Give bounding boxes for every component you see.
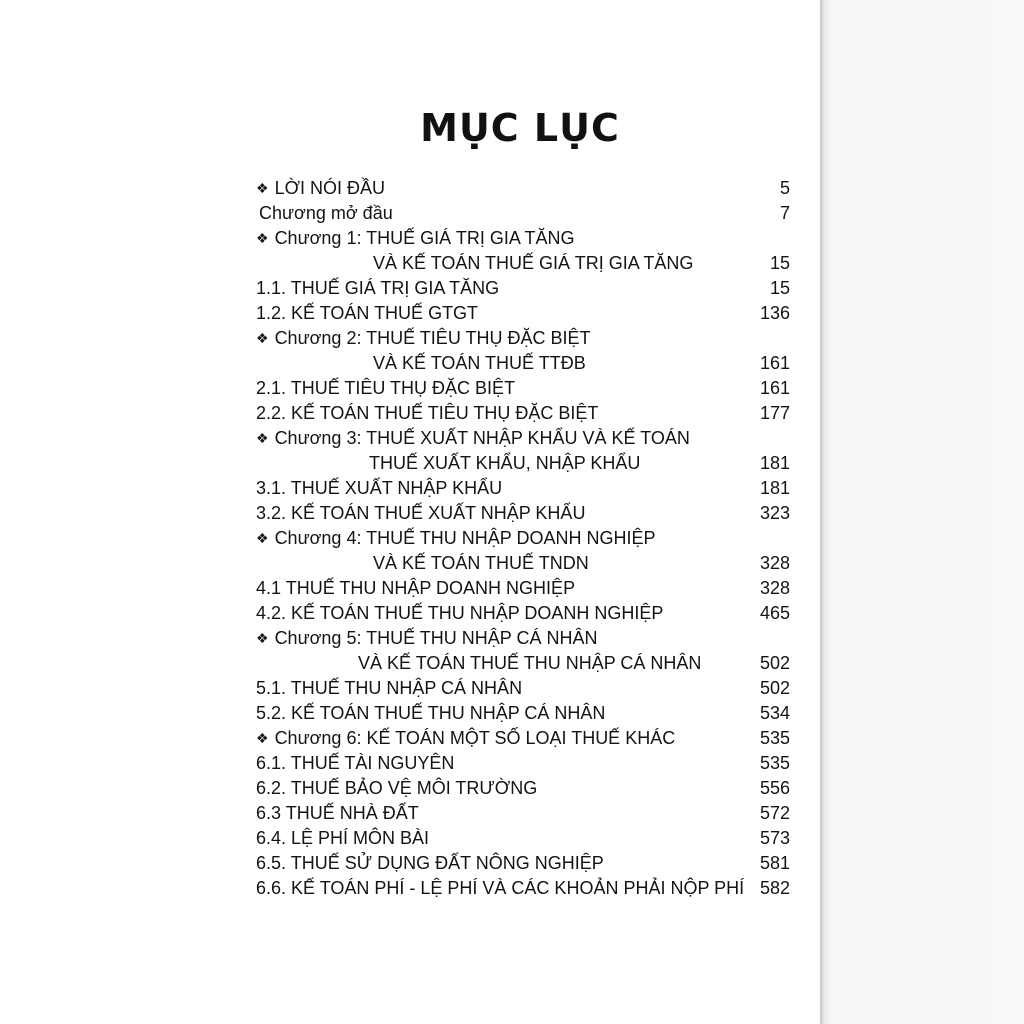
toc-entry-title-wrap	[373, 351, 586, 376]
toc-entry-title: 3.1. THUẾ XUẤT NHẬP KHẨU	[256, 478, 503, 498]
toc-entry-title-wrap	[256, 851, 604, 876]
toc-entry-title-wrap	[256, 276, 499, 301]
toc-entry-title: Chương 1: THUẾ GIÁ TRỊ GIA TĂNG	[274, 228, 575, 248]
toc-entry-title: 4.2. KẾ TOÁN THUẾ THU NHẬP DOANH NGHIỆP	[256, 603, 664, 623]
toc-entry-title: 6.3 THUẾ NHÀ ĐẤT	[256, 803, 419, 823]
toc-entry-title-wrap	[373, 551, 589, 576]
toc-entry-title: 1.2. KẾ TOÁN THUẾ GTGT	[256, 303, 479, 323]
toc-entry	[256, 501, 790, 526]
toc-entry-title-wrap	[256, 626, 598, 651]
toc-entry	[256, 876, 790, 901]
toc-entry-title-wrap	[256, 176, 385, 201]
toc-entry	[256, 576, 790, 601]
toc-entry	[256, 751, 790, 776]
toc-entry-title-wrap	[256, 876, 744, 901]
toc-entry-page-number: 161	[759, 378, 790, 398]
toc-entry-page-number: 328	[759, 553, 790, 573]
toc-entry-page-number: 5	[779, 178, 790, 198]
page-edge	[822, 0, 1024, 1024]
toc-entry-page-number: 535	[759, 753, 790, 773]
toc-entry-title-wrap	[256, 726, 675, 751]
toc-entry-title: 6.1. THUẾ TÀI NGUYÊN	[256, 753, 455, 773]
toc-entry	[256, 676, 790, 701]
toc-entry	[256, 351, 790, 376]
toc-entry	[256, 476, 790, 501]
toc-entry-title-wrap	[256, 376, 515, 401]
toc-entry-page-number: 572	[759, 803, 790, 823]
toc-entry	[256, 326, 790, 351]
toc-entry	[256, 401, 790, 426]
toc-entry-title: Chương 6: KẾ TOÁN MỘT SỐ LOẠI THUẾ KHÁC	[274, 728, 676, 748]
toc-entry-title-wrap	[256, 751, 454, 776]
toc-entry	[256, 176, 790, 201]
toc-entry-title-wrap	[358, 651, 701, 676]
toc-entry-title-wrap	[369, 451, 640, 476]
toc-entry-title-wrap	[256, 576, 575, 601]
toc-entry-page-number: 581	[759, 853, 790, 873]
page-title: MỤC LỤC	[420, 106, 620, 151]
toc-entry-title: 4.1 THUẾ THU NHẬP DOANH NGHIỆP	[256, 578, 576, 598]
toc-entry	[256, 526, 790, 551]
diamond-bullet-icon: ❖	[256, 330, 269, 346]
toc-entry-title: 6.2. THUẾ BẢO VỆ MÔI TRƯỜNG	[256, 778, 538, 798]
toc-entry-title: 5.1. THUẾ THU NHẬP CÁ NHÂN	[256, 678, 523, 698]
toc-entry-page-number: 181	[759, 478, 790, 498]
toc-entry-title-wrap	[256, 601, 663, 626]
toc-entry	[256, 201, 790, 226]
diamond-bullet-icon: ❖	[256, 730, 269, 746]
toc-entry	[256, 651, 790, 676]
toc-entry-title: VÀ KẾ TOÁN THUẾ TNDN	[373, 553, 589, 573]
toc-entry	[256, 776, 790, 801]
toc-entry-page-number: 502	[759, 653, 790, 673]
toc-entry	[256, 601, 790, 626]
toc-entry	[256, 626, 790, 651]
toc-entry-title-wrap	[256, 776, 537, 801]
toc-entry-title: THUẾ XUẤT KHẨU, NHẬP KHẨU	[369, 453, 641, 473]
toc-entry-page-number: 465	[759, 603, 790, 623]
diamond-bullet-icon: ❖	[256, 180, 269, 196]
toc-entry-title: 2.1. THUẾ TIÊU THỤ ĐẶC BIỆT	[256, 378, 516, 398]
toc-entry-page-number: 573	[759, 828, 790, 848]
toc-entry	[256, 226, 790, 251]
toc-entry-page-number: 534	[759, 703, 790, 723]
toc-entry-title: 6.5. THUẾ SỬ DỤNG ĐẤT NÔNG NGHIỆP	[256, 853, 604, 873]
toc-entry-title-wrap	[256, 401, 598, 426]
toc-entry-page-number: 502	[759, 678, 790, 698]
toc-entry	[256, 851, 790, 876]
toc-entry-title-wrap	[256, 526, 656, 551]
toc-entry-page-number: 136	[759, 303, 790, 323]
toc-entry-title: 2.2. KẾ TOÁN THUẾ TIÊU THỤ ĐẶC BIỆT	[256, 403, 599, 423]
toc-entry	[256, 701, 790, 726]
toc-entry-page-number: 328	[759, 578, 790, 598]
toc-entry-title-wrap	[256, 326, 591, 351]
toc-entry	[256, 551, 790, 576]
toc-entry-title-wrap	[259, 201, 393, 226]
toc-entry-page-number: 161	[759, 353, 790, 373]
diamond-bullet-icon: ❖	[256, 530, 269, 546]
diamond-bullet-icon: ❖	[256, 430, 269, 446]
toc-entry	[256, 376, 790, 401]
toc-entry-title: VÀ KẾ TOÁN THUẾ TTĐB	[373, 353, 586, 373]
toc-entry-page-number: 556	[759, 778, 790, 798]
toc-entry-title-wrap	[256, 426, 690, 451]
toc-entry-title: Chương mở đầu	[259, 203, 393, 223]
toc-entry-title: VÀ KẾ TOÁN THUẾ GIÁ TRỊ GIA TĂNG	[373, 253, 694, 273]
toc-entry-page-number: 177	[759, 403, 790, 423]
toc-entry-title: Chương 3: THUẾ XUẤT NHẬP KHẨU VÀ KẾ TOÁN	[274, 428, 690, 448]
toc-entry-page-number: 15	[769, 278, 790, 298]
toc-entry	[256, 451, 790, 476]
toc-entry	[256, 826, 790, 851]
toc-entry-title: Chương 4: THUẾ THU NHẬP DOANH NGHIỆP	[274, 528, 656, 548]
toc-entry-page-number: 7	[779, 203, 790, 223]
toc-entry	[256, 301, 790, 326]
toc-entry-title-wrap	[256, 226, 575, 251]
diamond-bullet-icon: ❖	[256, 630, 269, 646]
toc-entry-title: VÀ KẾ TOÁN THUẾ THU NHẬP CÁ NHÂN	[358, 653, 702, 673]
toc-entry-title-wrap	[373, 251, 693, 276]
toc-entry-title-wrap	[256, 301, 478, 326]
toc-entry-title: 1.1. THUẾ GIÁ TRỊ GIA TĂNG	[256, 278, 500, 298]
toc-entry-title: LỜI NÓI ĐẦU	[274, 178, 386, 198]
toc-entry-title: Chương 2: THUẾ TIÊU THỤ ĐẶC BIỆT	[274, 328, 591, 348]
toc-entry-title: Chương 5: THUẾ THU NHẬP CÁ NHÂN	[274, 628, 598, 648]
toc-entry	[256, 726, 790, 751]
toc-entry-page-number: 323	[759, 503, 790, 523]
toc-entry	[256, 801, 790, 826]
toc-entry-title: 5.2. KẾ TOÁN THUẾ THU NHẬP CÁ NHÂN	[256, 703, 606, 723]
toc-entry	[256, 276, 790, 301]
toc-entry-page-number: 535	[759, 728, 790, 748]
toc-entry-title-wrap	[256, 676, 522, 701]
toc-entry-page-number: 15	[769, 253, 790, 273]
toc-entry-page-number: 582	[759, 878, 790, 898]
toc-entry-title: 6.6. KẾ TOÁN PHÍ - LỆ PHÍ VÀ CÁC KHOẢN PHẢI NỘP PHÍ	[256, 878, 745, 898]
toc-entry-title-wrap	[256, 476, 502, 501]
toc-entry-page-number: 181	[759, 453, 790, 473]
toc-entry-title-wrap	[256, 826, 429, 851]
toc-entry-title: 6.4. LỆ PHÍ MÔN BÀI	[256, 828, 430, 848]
toc-entry-title-wrap	[256, 701, 605, 726]
toc-entry	[256, 251, 790, 276]
toc-entry-title: 3.2. KẾ TOÁN THUẾ XUẤT NHẬP KHẨU	[256, 503, 586, 523]
diamond-bullet-icon: ❖	[256, 230, 269, 246]
table-of-contents	[256, 176, 790, 901]
toc-entry	[256, 426, 790, 451]
toc-entry-title-wrap	[256, 801, 419, 826]
toc-entry-title-wrap	[256, 501, 585, 526]
